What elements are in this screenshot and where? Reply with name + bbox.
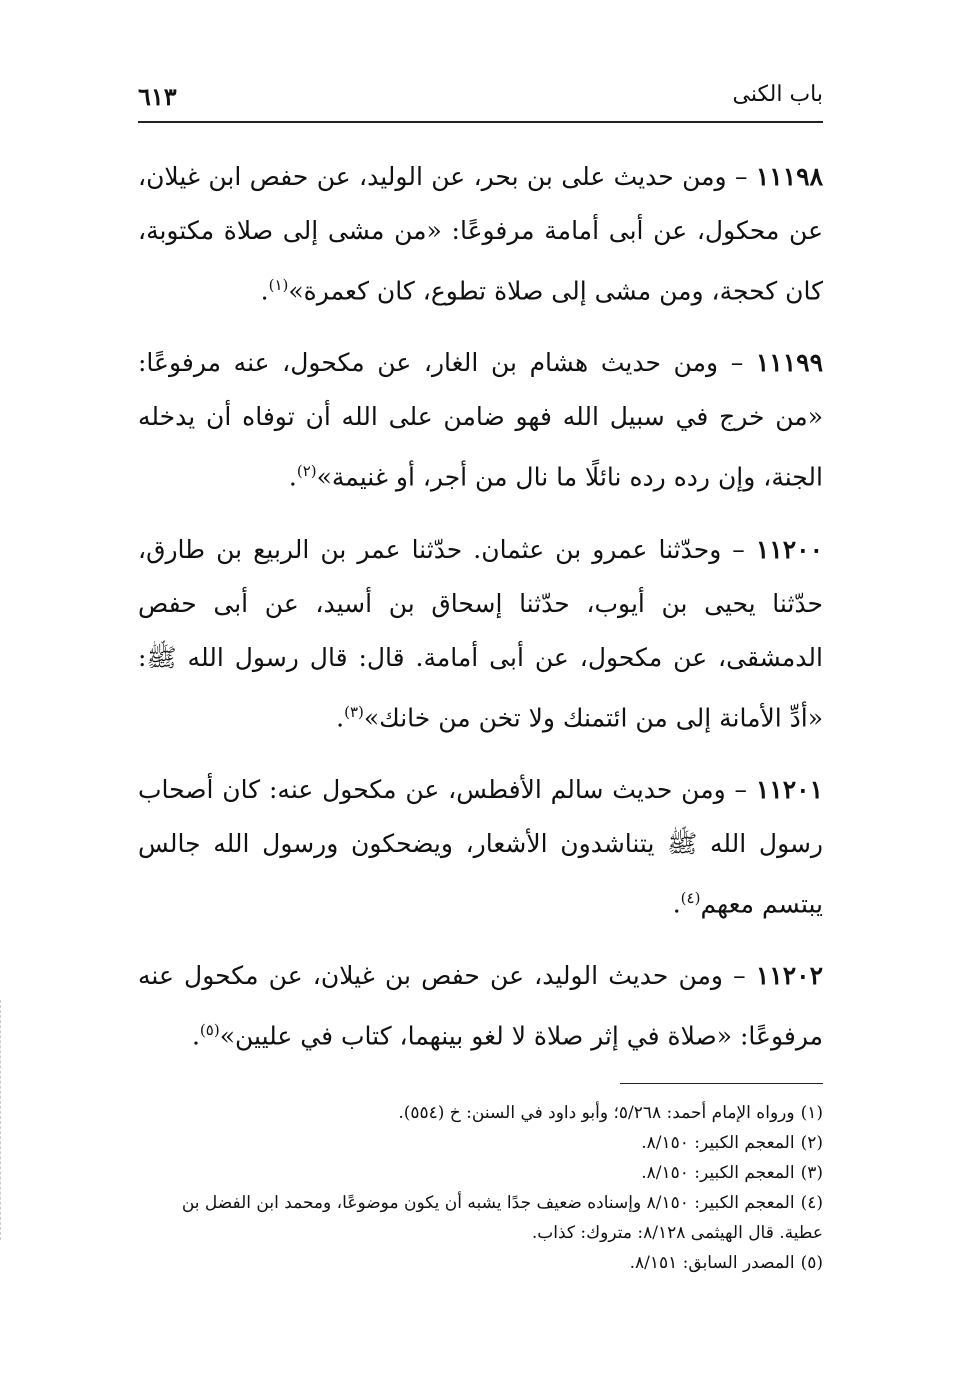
entry-end: .: [191, 1021, 200, 1051]
footnote-text: المعجم الكبير: ٨/١٥٠.: [641, 1163, 795, 1183]
entry-number: ١١١٩٩: [755, 348, 823, 378]
entry-end: .: [336, 702, 345, 732]
footnote-text: المصدر السابق: ٨/١٥١.: [629, 1253, 795, 1273]
hadith-entry: [138, 949, 823, 1063]
entry-end: .: [288, 462, 297, 492]
hadith-entry: [138, 523, 823, 745]
header-rule: [138, 121, 823, 123]
entry-text: – ومن حديث الوليد، عن حفص بن غيلان، عن مكحول عنه مرفوعًا: «صلاة في إثر صلاة لا لغو بينهما، كتاب في عليين»: [138, 961, 823, 1051]
footnote: [138, 1188, 823, 1248]
footnote-ref: (١): [268, 276, 289, 294]
entry-end: .: [672, 889, 681, 919]
hadith-entry: [138, 763, 823, 931]
footnote: [138, 1158, 823, 1188]
hadith-entry: [138, 336, 823, 504]
entry-text: – وحدّثنا عمرو بن عثمان. حدّثنا عمر بن الربيع بن طارق، حدّثنا يحيى بن أيوب، حدّثنا إسحاق بن أسيد، عن أبى حفص الدمشقى، عن مكحول، عن أبى أمامة. قال: قال رسول الله ﷺ: «أدِّ الأمانة إلى من ائتمنك ولا تخن من خانك»: [138, 534, 823, 732]
footnote-ref: (٤): [680, 888, 701, 907]
footnote: [138, 1248, 823, 1278]
page-header: [138, 78, 823, 118]
footnote-text: المعجم الكبير: ٨/١٥٠ وإسناده ضعيف جدًا يشبه أن يكون موضوعًا، ومحمد ابن الفضل بن عطية. قال الهيثمى ٨/١٢٨: متروك: كذاب.: [181, 1193, 823, 1243]
footnote-ref: (٢): [296, 462, 317, 481]
footnote-number: (٢): [800, 1133, 823, 1153]
footnotes: [138, 1098, 823, 1278]
entry-number: ١١٢٠٠: [755, 534, 823, 564]
footnote-number: (٤): [800, 1193, 823, 1213]
footnote-rule: [620, 1083, 823, 1084]
entry-text: – ومن حديث سالم الأفطس، عن مكحول عنه: كان أصحاب رسول الله ﷺ يتناشدون الأشعار، ويضحكون ورسول الله جالس يبتسم معهم: [138, 774, 823, 919]
footnote-text: المعجم الكبير: ٨/١٥٠.: [641, 1133, 795, 1153]
footnote-number: (٣): [800, 1163, 823, 1183]
footnote-ref: (٣): [344, 702, 364, 721]
entry-end: .: [260, 276, 269, 306]
footnote: [138, 1128, 823, 1158]
entry-number: ١١٢٠٢: [755, 961, 824, 991]
main-text: [138, 150, 823, 1082]
footnote-ref: (٥): [199, 1021, 220, 1040]
running-title: باب الكنى: [732, 82, 823, 107]
entry-number: ١١١٩٨: [755, 162, 823, 191]
footnote: [138, 1098, 823, 1128]
page-number: ٦١٣: [138, 82, 177, 111]
hadith-entry: [138, 150, 823, 318]
entry-text: – ومن حديث على بن بحر، عن الوليد، عن حفص ابن غيلان، عن محكول، عن أبى أمامة مرفوعًا: «من مشى إلى صلاة مكتوبة، كان كحجة، ومن مشى إلى صلاة تطوع، كان كعمرة»: [138, 162, 823, 306]
footnote-number: (٥): [800, 1253, 823, 1273]
entry-text: – ومن حديث هشام بن الغار، عن مكحول، عنه مرفوعًا: «من خرج في سبيل الله فهو ضامن على الله أن توفاه أن يدخله الجنة، وإن رده رده نائلًا ما نال من أجر، أو غنيمة»: [138, 348, 823, 492]
footnote-text: ورواه الإمام أحمد: ٥/٢٦٨؛ وأبو داود في السنن: خ (٥٥٤).: [398, 1103, 795, 1123]
footnote-number: (١): [800, 1103, 823, 1123]
entry-number: ١١٢٠١: [755, 774, 823, 804]
scan-edge-mark: [0, 1000, 3, 1240]
